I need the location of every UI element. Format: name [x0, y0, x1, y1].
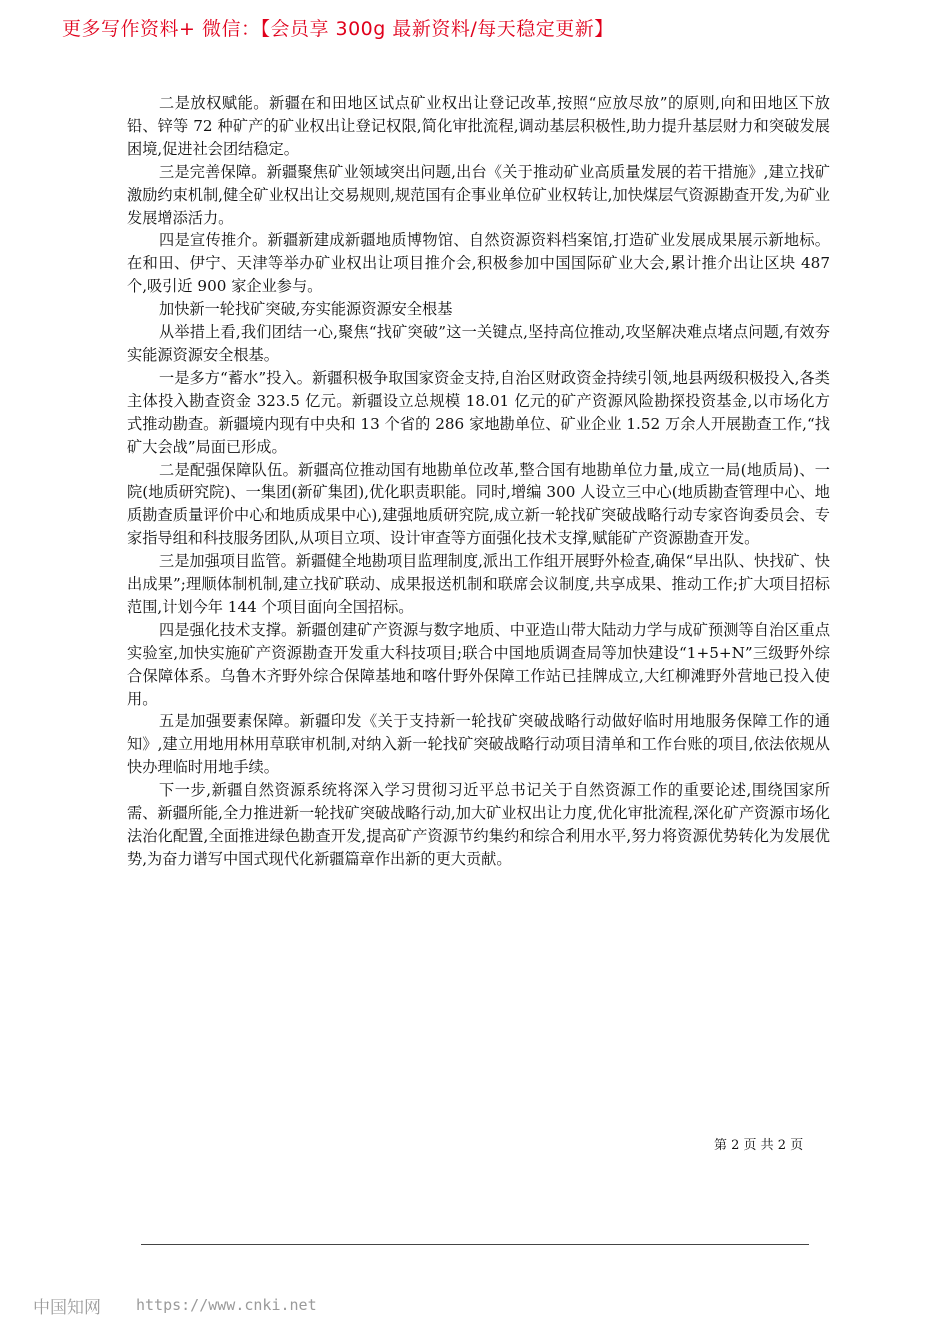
paragraph: 下一步,新疆自然资源系统将深入学习贯彻习近平总书记关于自然资源工作的重要论述,围绕国家所需、新疆所能,全力推进新一轮找矿突破战略行动,加大矿业权出让力度,优化审批流程,深化矿产资源市场化法治化配置,全面推进绿色勘查开发,提高矿产资源节约集约和综合利用水平,努力将资源优势转化为发展优势,为奋力谱写中国式现代化新疆篇章作出新的更大贡献。 [127, 781, 830, 868]
footer-brand-logo: 中国知网 [33, 1298, 101, 1318]
paragraph: 一是多方“蓄水”投入。新疆积极争取国家资金支持,自治区财政资金持续引领,地县两级积极投入,各类主体投入勘查资金 323.5 亿元。新疆设立总规模 18.01 亿元的矿产资源风险勘探投资基金,以市场化方式推动勘查。新疆境内现有中央和 13 个省的 286 家地勘单位、矿业企业 1.52 万余人开展勘查工作,“找矿大会战”局面已形成。 [127, 368, 830, 456]
paragraph: 从举措上看,我们团结一心,聚焦“找矿突破”这一关键点,坚持高位推动,攻坚解决难点堵点问题,有效夯实能源资源安全根基。 [127, 323, 830, 364]
paragraph: 三是加强项目监管。新疆健全地勘项目监理制度,派出工作组开展野外检查,确保“早出队、快找矿、快出成果”;理顺体制机制,建立找矿联动、成果报送机制和联席会议制度,共享成果、推动工作;扩大项目招标范围,计划今年 144 个项目面向全国招标。 [127, 552, 830, 616]
footer-url-link[interactable]: https://www.cnki.net [136, 1296, 317, 1314]
footer-divider [141, 1244, 809, 1245]
section-heading: 加快新一轮找矿突破,夯实能源资源安全根基 [159, 300, 453, 319]
paragraph: 二是放权赋能。新疆在和田地区试点矿业权出让登记改革,按照“应放尽放”的原则,向和田地区下放铅、锌等 72 种矿产的矿业权出让登记权限,简化审批流程,调动基层积极性,助力提升基层财力和突破发展困境,促进社会团结稳定。 [127, 94, 830, 158]
paragraph: 五是加强要素保障。新疆印发《关于支持新一轮找矿突破战略行动做好临时用地服务保障工作的通知》,建立用地用林用草联审机制,对纳入新一轮找矿突破战略行动项目清单和工作台账的项目,依法依规从快办理临时用地手续。 [127, 712, 830, 777]
article-body [127, 92, 830, 871]
paragraph: 四是宣传推介。新疆新建成新疆地质博物馆、自然资源资料档案馆,打造矿业发展成果展示新地标。在和田、伊宁、天津等举办矿业权出让项目推介会,积极参加中国国际矿业大会,累计推介出让区块 487 个,吸引近 900 家企业参与。 [127, 231, 830, 296]
page-number: 第 2 页 共 2 页 [714, 1138, 804, 1153]
paragraph: 二是配强保障队伍。新疆高位推动国有地勘单位改革,整合国有地勘单位力量,成立一局(地质局)、一院(地质研究院)、一集团(新矿集团),优化职责职能。同时,增编 300 人设立三中心(地质勘查管理中心、地质勘查质量评价中心和地质成果中心),建强地质研究院,成立新一轮找矿突破战略行动专家咨询委员会、专家指导组和科技服务团队,从项目立项、设计审查等方面强化技术支撑,赋能矿产资源勘查开发。 [127, 460, 830, 548]
top-banner: 更多写作资料+ 微信：【会员享 300g 最新资料/每天稳定更新】 [62, 18, 614, 40]
paragraph: 四是强化技术支撑。新疆创建矿产资源与数字地质、中亚造山带大陆动力学与成矿预测等自治区重点实验室,加快实施矿产资源勘查开发重大科技项目;联合中国地质调查局等加快建设“1+5+N”三级野外综合保障体系。乌鲁木齐野外综合保障基地和喀什野外保障工作站已挂牌成立,大红柳滩野外营地已投入使用。 [127, 620, 830, 708]
paragraph: 三是完善保障。新疆聚焦矿业领域突出问题,出台《关于推动矿业高质量发展的若干措施》,建立找矿激励约束机制,健全矿业权出让交易规则,规范国有企事业单位矿业权转让,加快煤层气资源勘查开发,为矿业发展增添活力。 [127, 162, 830, 227]
